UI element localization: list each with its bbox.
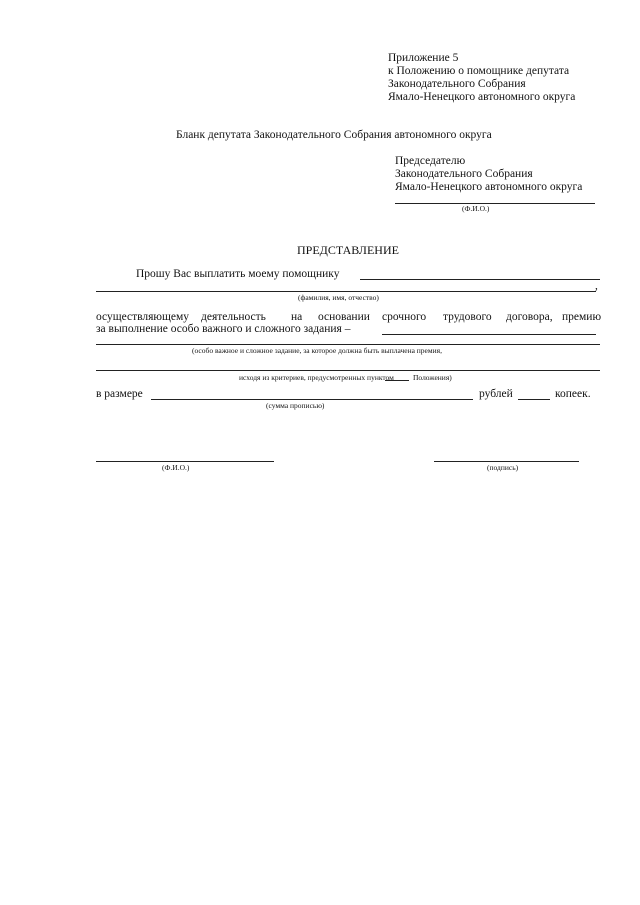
activity-word: трудового (443, 311, 492, 323)
activity-word: премию (562, 311, 602, 323)
criteria-item-line (385, 380, 409, 381)
letterhead: Бланк депутата Законодательного Собрания автономного округа (176, 129, 492, 141)
amount-line (151, 399, 473, 400)
activity-word: срочного (382, 311, 427, 323)
signature-sign-caption: (подпись) (487, 463, 519, 472)
appendix-line-3: Законодательного Собрания (388, 78, 526, 90)
addressee-line-3: Ямало-Ненецкого автономного округа (395, 181, 583, 193)
request-text: Прошу Вас выплатить моему помощнику (136, 268, 340, 280)
addressee-line-2: Законодательного Собрания (395, 168, 533, 180)
addressee-fio-caption: (Ф.И.О.) (462, 204, 490, 213)
document-title: ПРЕДСТАВЛЕНИЕ (297, 243, 399, 257)
addressee-line-1: Председателю (395, 155, 466, 167)
criteria-caption-a: исходя из критериев, предусмотренных пунктом (239, 373, 394, 382)
activity-word: на (291, 311, 303, 323)
full-name-line (96, 291, 596, 292)
activity-word: деятельность (201, 311, 266, 323)
amount-label: в размере (96, 388, 143, 400)
appendix-line-4: Ямало-Ненецкого автономного округа (388, 91, 576, 103)
amount-caption: (сумма прописью) (266, 401, 325, 410)
appendix-line-2: к Положению о помощнике депутата (388, 65, 570, 77)
criteria-caption-b: Положения) (413, 373, 452, 382)
task-description-line (96, 344, 600, 345)
name-caption: (фамилия, имя, отчество) (298, 293, 379, 302)
activity-word: осуществляющему (96, 311, 189, 323)
criteria-line (96, 370, 600, 371)
name-comma: , (595, 280, 598, 292)
kopecks-line (518, 399, 550, 400)
addressee-fio-line (395, 203, 595, 204)
rubles-label: рублей (479, 388, 513, 400)
kopecks-label: копеек. (555, 388, 591, 400)
assistant-name-line (360, 279, 600, 280)
task-text: за выполнение особо важного и сложного задания – (96, 323, 351, 335)
signature-fio-line (96, 461, 274, 462)
activity-word: основании (318, 311, 370, 323)
activity-word: договора, (506, 311, 553, 323)
signature-fio-caption: (Ф.И.О.) (162, 463, 190, 472)
appendix-line-1: Приложение 5 (388, 52, 459, 64)
task-caption: (особо важное и сложное задание, за которое должна быть выплачена премия, (192, 346, 442, 355)
signature-sign-line (434, 461, 579, 462)
task-input-line (382, 334, 596, 335)
